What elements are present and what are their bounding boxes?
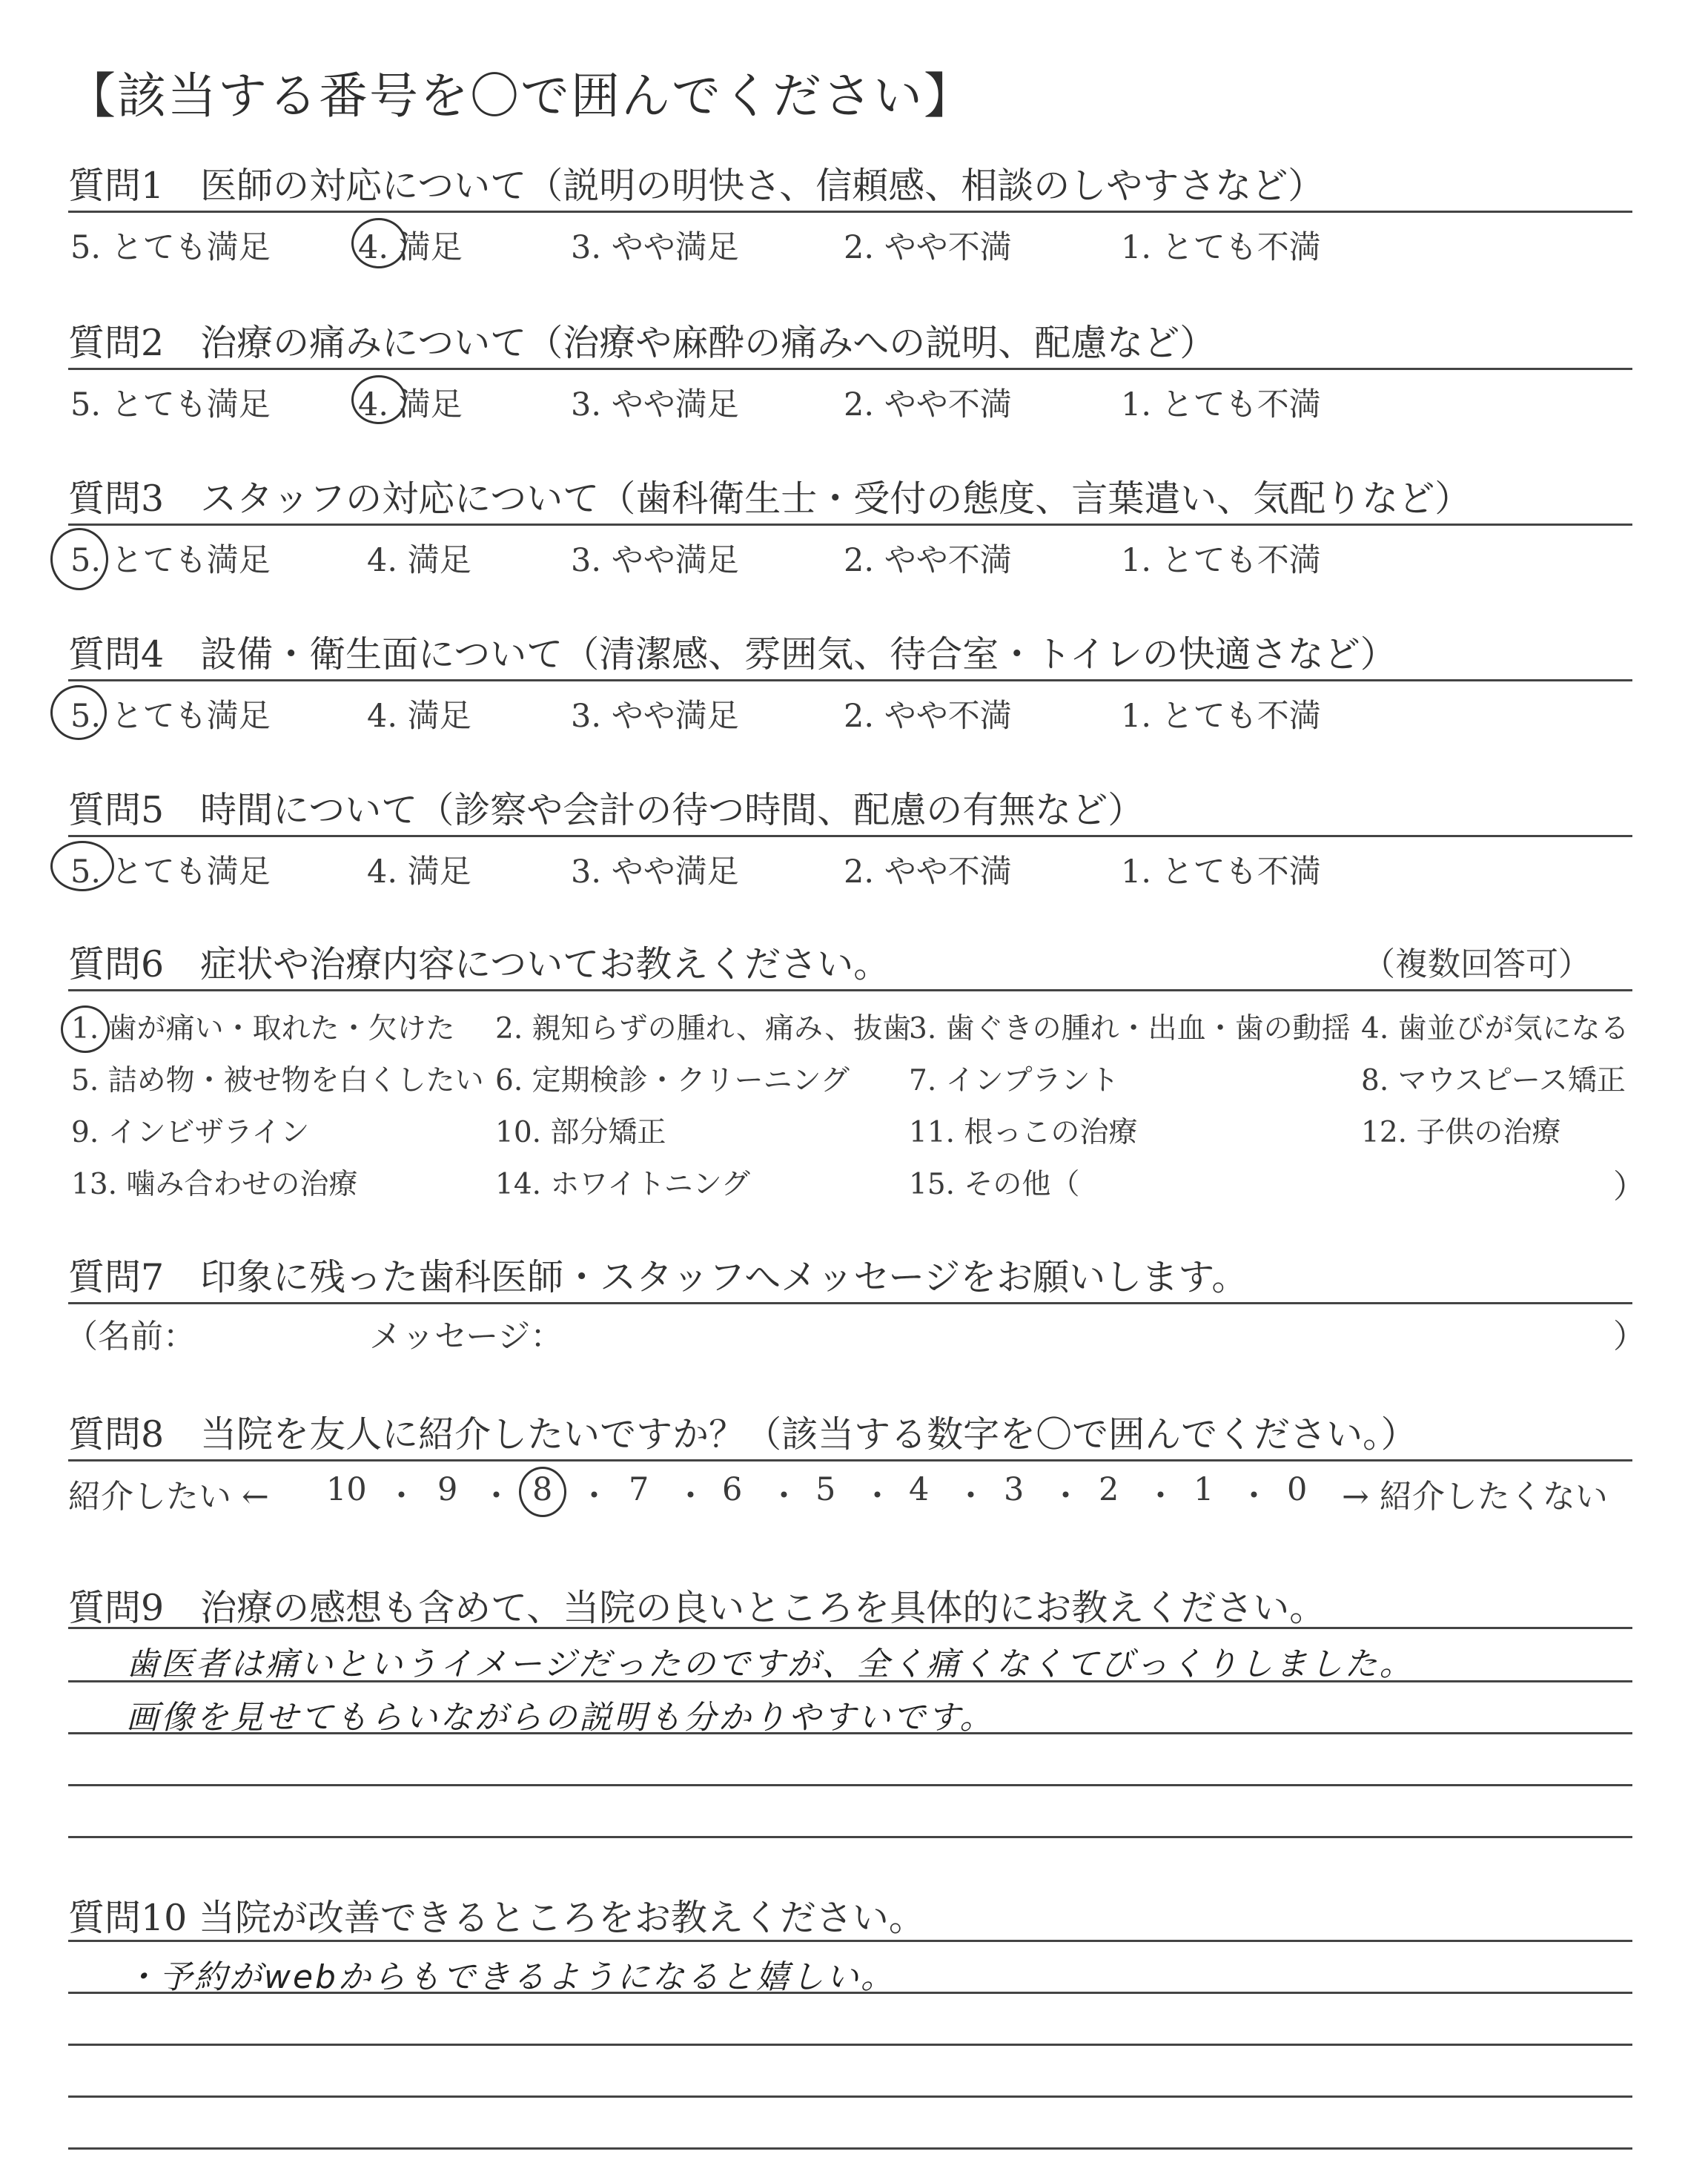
q8-scale-0[interactable]: 0 <box>1287 1471 1308 1508</box>
page-header: 【該当する番号を〇で囲んでください】 <box>67 67 974 125</box>
q6-option-11[interactable]: 11. 根っこの治療 <box>909 1116 1138 1149</box>
q2-selected-circle <box>351 375 406 424</box>
q10-rule-4 <box>68 2095 1632 2098</box>
q5-option-2[interactable]: 2. やや不満 <box>844 853 1012 891</box>
q3-option-5[interactable]: 5. とても満足 <box>70 542 271 579</box>
q10-rule-5 <box>68 2147 1632 2150</box>
q2-option-1[interactable]: 1. とても不満 <box>1121 386 1321 423</box>
q2-option-3[interactable]: 3. やや満足 <box>571 386 739 423</box>
q5-rule <box>68 835 1632 837</box>
q5-option-4[interactable]: 4. 満足 <box>367 853 471 891</box>
q6-option-4[interactable]: 4. 歯並びが気になる <box>1361 1012 1629 1046</box>
q5-option-3[interactable]: 3. やや満足 <box>571 853 739 891</box>
q6-rule <box>68 989 1632 991</box>
q4-option-4[interactable]: 4. 満足 <box>367 698 471 735</box>
q1-rule <box>68 211 1632 213</box>
q3-title: 質問3 スタッフの対応について（歯科衛生士・受付の態度、言葉遣い、気配りなど） <box>68 478 1472 520</box>
q5-selected-circle <box>50 841 114 891</box>
q6-selected-circle <box>61 1005 110 1053</box>
q8-scale-3[interactable]: 3 <box>1004 1471 1025 1508</box>
q6-option-10[interactable]: 10. 部分矯正 <box>495 1116 666 1149</box>
q8-right-label: → 紹介したくない <box>1342 1478 1608 1516</box>
q2-option-4[interactable]: 4. 満足 <box>358 386 463 423</box>
q3-option-1[interactable]: 1. とても不満 <box>1121 542 1321 579</box>
q6-option-5[interactable]: 5. 詰め物・被せ物を白くしたい <box>71 1064 484 1097</box>
q6-option-2[interactable]: 2. 親知らずの腫れ、痛み、抜歯 <box>495 1012 912 1046</box>
q9-rule-4 <box>68 1784 1632 1786</box>
q8-scale-9[interactable]: 9 <box>437 1471 458 1508</box>
q4-selected-circle <box>50 685 107 740</box>
q8-sep-3: ・ <box>578 1478 610 1515</box>
q8-sep-6: ・ <box>861 1478 893 1515</box>
q6-option-9[interactable]: 9. インビザライン <box>71 1116 310 1149</box>
q5-option-5[interactable]: 5. とても満足 <box>70 853 271 891</box>
q3-option-4[interactable]: 4. 満足 <box>367 542 471 579</box>
q7-rule <box>68 1302 1632 1304</box>
q8-scale-6[interactable]: 6 <box>722 1471 743 1508</box>
q8-scale-10[interactable]: 10 <box>326 1471 367 1508</box>
q3-rule <box>68 524 1632 526</box>
q8-scale-2[interactable]: 2 <box>1099 1471 1119 1508</box>
q1-title: 質問1 医師の対応について（説明の明快さ、信頼感、相談のしやすさなど） <box>68 165 1325 207</box>
q4-option-1[interactable]: 1. とても不満 <box>1121 698 1321 735</box>
q1-option-4[interactable]: 4. 満足 <box>358 229 463 266</box>
q8-title: 質問8 当院を友人に紹介したいですか？（該当する数字を〇で囲んでください。） <box>68 1413 1417 1456</box>
q4-option-2[interactable]: 2. やや不満 <box>844 698 1012 735</box>
q9-rule-5 <box>68 1836 1632 1838</box>
q7-name-label: （名前： <box>65 1318 196 1355</box>
q8-sep-7: ・ <box>955 1478 987 1515</box>
q8-sep-4: ・ <box>675 1478 706 1515</box>
q6-option-1[interactable]: 1. 歯が痛い・取れた・欠けた <box>71 1012 455 1046</box>
q5-option-1[interactable]: 1. とても不満 <box>1121 853 1321 891</box>
q8-scale-5[interactable]: 5 <box>815 1471 836 1508</box>
q1-option-1[interactable]: 1. とても不満 <box>1121 229 1321 266</box>
q8-sep-8: ・ <box>1050 1478 1082 1515</box>
q3-selected-circle <box>50 528 108 590</box>
q5-title: 質問5 時間について（診察や会計の待つ時間、配慮の有無など） <box>68 789 1145 831</box>
q8-selected-circle <box>519 1467 566 1517</box>
q8-scale-7[interactable]: 7 <box>629 1471 649 1508</box>
q7-close-paren: ） <box>1613 1318 1646 1355</box>
q6-title: 質問6 症状や治療内容についてお教えください。 <box>68 943 890 985</box>
q9-rule-1 <box>68 1627 1632 1629</box>
q8-sep-1: ・ <box>385 1478 417 1515</box>
q1-selected-circle <box>351 218 406 268</box>
q10-rule-2 <box>68 1992 1632 1994</box>
q3-option-2[interactable]: 2. やや不満 <box>844 542 1012 579</box>
q8-sep-5: ・ <box>768 1478 800 1515</box>
q4-option-3[interactable]: 3. やや満足 <box>571 698 739 735</box>
q1-option-3[interactable]: 3. やや満足 <box>571 229 739 266</box>
q9-title: 質問9 治療の感想も含めて、当院の良いところを具体的にお教えください。 <box>68 1587 1326 1629</box>
q6-option-7[interactable]: 7. インプラント <box>909 1064 1119 1097</box>
q1-option-2[interactable]: 2. やや不満 <box>844 229 1012 266</box>
q2-rule <box>68 368 1632 370</box>
q6-option-8[interactable]: 8. マウスピース矯正 <box>1361 1064 1626 1097</box>
q6-option-12[interactable]: 12. 子供の治療 <box>1361 1116 1561 1149</box>
q9-rule-2 <box>68 1680 1632 1682</box>
q4-option-5[interactable]: 5. とても満足 <box>70 698 271 735</box>
q8-sep-10: ・ <box>1238 1478 1270 1515</box>
q4-title: 質問4 設備・衛生面について（清潔感、雰囲気、待合室・トイレの快適さなど） <box>68 633 1397 676</box>
q7-message-label: メッセージ： <box>369 1318 563 1355</box>
q10-title: 質問10 当院が改善できるところをお教えください。 <box>68 1897 925 1939</box>
q10-answer-line-1: ・予約がwebからもできるようになると嬉しい。 <box>125 1958 896 1996</box>
q8-scale-1[interactable]: 1 <box>1194 1471 1214 1508</box>
q8-scale-8[interactable]: 8 <box>532 1471 553 1508</box>
q10-rule-1 <box>68 1940 1632 1942</box>
q6-option-3[interactable]: 3. 歯ぐきの腫れ・出血・歯の動揺 <box>909 1012 1351 1046</box>
q8-rule <box>68 1459 1632 1462</box>
q6-option-14[interactable]: 14. ホワイトニング <box>495 1168 750 1201</box>
q9-rule-3 <box>68 1732 1632 1734</box>
q1-option-5[interactable]: 5. とても満足 <box>70 229 271 266</box>
q7-title: 質問7 印象に残った歯科医師・スタッフへメッセージをお願いします。 <box>68 1256 1248 1298</box>
q6-multiple-note: （複数回答可） <box>1363 945 1591 983</box>
q8-left-label: 紹介したい ← <box>68 1478 269 1516</box>
q6-option-15[interactable]: 15. その他（ <box>909 1168 1080 1201</box>
q9-answer-line-1: 歯医者は痛いというイメージだったのですが、全く痛くなくてびっくりしました。 <box>126 1645 1414 1683</box>
q4-rule <box>68 679 1632 681</box>
q8-sep-2: ・ <box>480 1478 512 1515</box>
q2-title: 質問2 治療の痛みについて（治療や麻酔の痛みへの説明、配慮など） <box>68 322 1217 364</box>
q6-option-13[interactable]: 13. 噛み合わせの治療 <box>71 1168 358 1201</box>
q8-sep-9: ・ <box>1145 1478 1176 1515</box>
q2-option-2[interactable]: 2. やや不満 <box>844 386 1012 423</box>
q9-answer-line-2: 画像を見せてもらいながらの説明も分かりやすいです。 <box>126 1699 995 1737</box>
q8-scale-4[interactable]: 4 <box>909 1471 930 1508</box>
q2-option-5[interactable]: 5. とても満足 <box>70 386 271 423</box>
q6-other-close-paren: ） <box>1613 1168 1646 1206</box>
q3-option-3[interactable]: 3. やや満足 <box>571 542 739 579</box>
q6-option-6[interactable]: 6. 定期検診・クリーニング <box>495 1064 850 1097</box>
q10-rule-3 <box>68 2044 1632 2046</box>
